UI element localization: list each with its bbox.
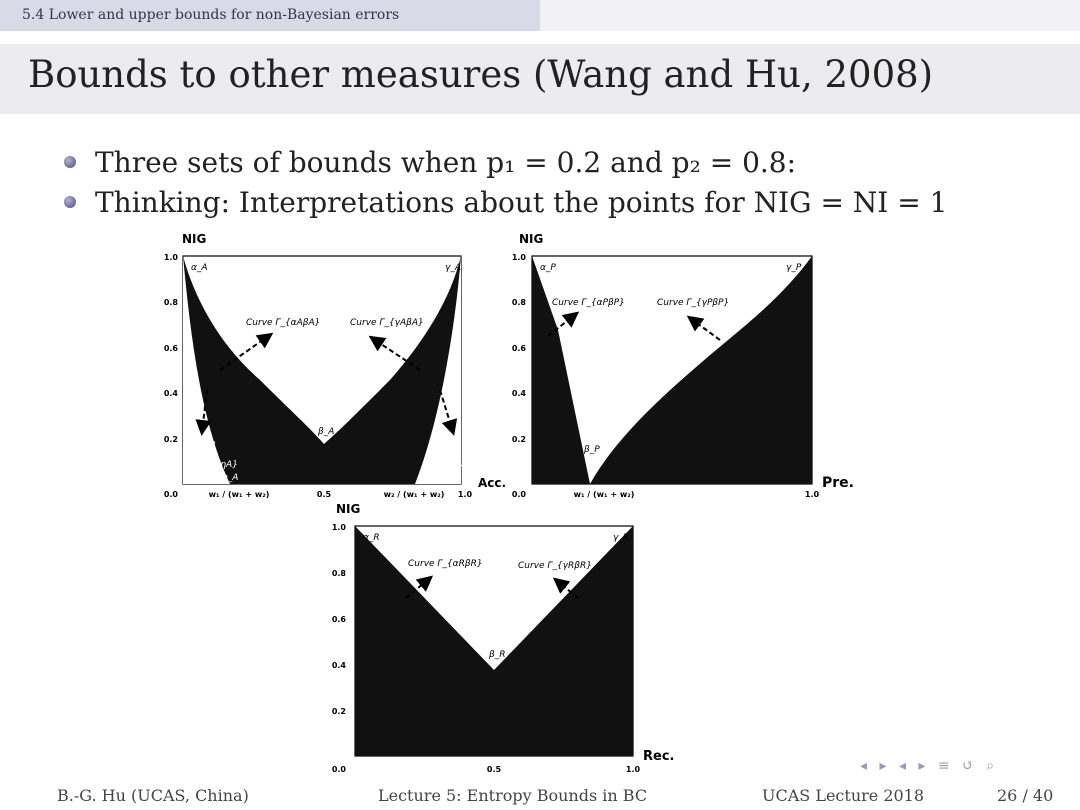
x-tick-label: 1.0: [457, 490, 473, 499]
footer-bar: [0, 784, 1080, 810]
y-tick-label: 0.0: [163, 490, 178, 499]
y-tick-label: 0.0: [331, 765, 346, 774]
y-tick-label: 1.0: [511, 253, 526, 262]
x-axis-label: Pre.: [822, 475, 854, 491]
point-label: β_P: [584, 445, 600, 455]
beamer-navigation-icons[interactable]: ◂ ▸ ◂ ▸ ≡ ↺ ⌕: [860, 758, 999, 774]
point-label: α_R: [363, 533, 380, 543]
x-tick-label: w₂ / (w₁ + w₂): [383, 490, 445, 499]
bullet-text: Three sets of bounds when p₁ = 0.2 and p₂ = 0.8:: [95, 145, 797, 179]
footer-lecture: Lecture 5: Entropy Bounds in BC: [378, 786, 648, 805]
point-label: β_R: [489, 650, 506, 660]
point-label: γ_A: [445, 263, 461, 273]
y-tick-label: 0.2: [163, 435, 178, 444]
bullet-icon: [64, 156, 76, 168]
slide-title: Bounds to other measures (Wang and Hu, 2008): [28, 53, 934, 96]
y-tick-label: 0.6: [511, 344, 526, 353]
bullet-item: [62, 142, 1062, 182]
curve-label: Curve Γ_{αPβP}: [552, 298, 625, 308]
y-tick-label: 0.4: [163, 389, 178, 398]
point-label: γ_R: [613, 533, 630, 543]
y-tick-label: 0.6: [163, 344, 178, 353]
y-tick-label: 0.4: [331, 661, 346, 670]
panel-recall: [332, 502, 675, 774]
header-bar: [0, 0, 1080, 31]
footer-page-number: 26 / 40: [997, 786, 1054, 805]
y-tick-label: 0.6: [331, 615, 346, 624]
curve-label: Curve Γ_{αRβR}: [408, 559, 483, 569]
y-tick-label: 0.8: [331, 569, 346, 578]
curve-label: Curve Γ_{γPβP}: [657, 298, 730, 308]
footer-author: B.-G. Hu (UCAS, China): [57, 786, 249, 805]
y-axis-label: NIG: [519, 232, 544, 246]
y-tick-label: 1.0: [163, 253, 178, 262]
footer-course: UCAS Lecture 2018: [762, 786, 925, 805]
curve-label: Curve Γ_{γAβA}: [350, 318, 424, 328]
y-tick-label: 1.0: [331, 523, 346, 532]
curve-label: Curve: [431, 442, 458, 452]
panel-precision: [512, 232, 854, 499]
point-label: λ_A: [418, 473, 434, 483]
bullet-icon: [64, 196, 76, 208]
y-tick-label: 0.0: [511, 490, 526, 499]
point-label: β_A: [318, 427, 335, 437]
y-tick-label: 0.8: [163, 298, 178, 307]
y-axis-label: NIG: [336, 502, 361, 516]
curve-label: Γ_{αAηA}: [193, 460, 238, 470]
curve-label: Curve Γ_{αAβA}: [246, 318, 321, 328]
curve-label: Curve: [189, 439, 216, 449]
bullet-list: [62, 142, 1062, 222]
point-label: η_A: [222, 473, 239, 483]
x-axis-label: Rec.: [643, 749, 675, 764]
x-tick-label: 1.0: [625, 765, 641, 774]
y-tick-label: 0.2: [331, 707, 346, 716]
point-label: α_P: [540, 263, 556, 273]
x-tick-label: 1.0: [804, 490, 820, 499]
bounds-figure: [150, 228, 870, 778]
x-tick-label: w₁ / (w₁ + w₂): [573, 490, 635, 499]
point-label: α_A: [191, 263, 208, 273]
section-title[interactable]: 5.4 Lower and upper bounds for non-Bayesian errors: [0, 0, 540, 31]
y-tick-label: 0.8: [511, 298, 526, 307]
y-tick-label: 0.2: [511, 435, 526, 444]
y-axis-label: NIG: [182, 232, 207, 246]
x-axis-label: Acc.: [478, 476, 507, 490]
y-tick-label: 0.4: [511, 389, 526, 398]
bullet-text: Thinking: Interpretations about the points for NIG = NI = 1: [95, 185, 948, 219]
bullet-item: [62, 182, 1062, 222]
curve-label: Γ_{γAλA}: [433, 461, 477, 471]
x-tick-label: w₁ / (w₁ + w₂): [208, 490, 270, 499]
x-tick-label: 0.5: [486, 765, 502, 774]
x-tick-label: 0.5: [316, 490, 332, 499]
curve-label: Curve Γ_{γRβR}: [518, 561, 592, 571]
panel-accuracy: [164, 232, 506, 499]
point-label: γ_P: [786, 263, 802, 273]
